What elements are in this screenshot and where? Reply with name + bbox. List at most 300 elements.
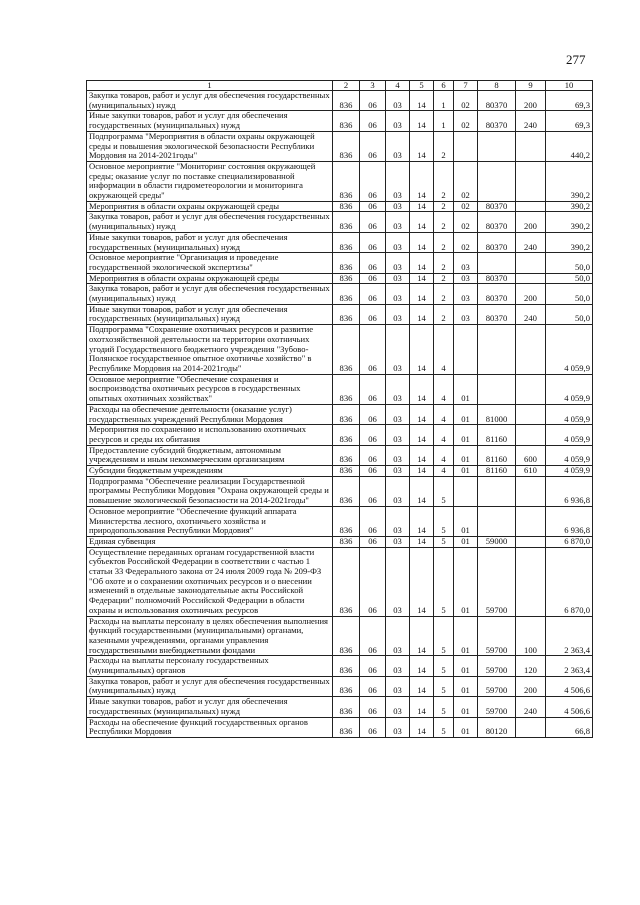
code-ministry: 836 [333, 304, 360, 324]
code-subprogram: 5 [434, 547, 454, 616]
table-row [87, 374, 593, 404]
code-expense-type [516, 161, 546, 201]
row-name: Подпрограмма "Сохранение охотничьих ресурсов и развитие охотхозяйственной деятельности на территории охотничьих угодий Государственного бюджетного учреждения "Зубово-Полянское государственное опытное охотничье хозяйство" в Республике Мордовия на 2014-2021годы" [87, 325, 333, 375]
code-expense-type [516, 547, 546, 616]
code-activity: 01 [454, 616, 478, 656]
code-subprogram: 2 [434, 273, 454, 284]
code-section: 06 [360, 284, 386, 304]
code-activity: 01 [454, 425, 478, 445]
code-expense-type: 240 [516, 304, 546, 324]
row-amount: 4 059,9 [546, 325, 593, 375]
row-name: Расходы на обеспечение функций государственных органов Республики Мордовия [87, 717, 333, 737]
code-ministry: 836 [333, 374, 360, 404]
row-amount: 4 059,9 [546, 466, 593, 477]
table-row [87, 445, 593, 465]
code-expense-type [516, 536, 546, 547]
code-subprogram: 4 [434, 425, 454, 445]
row-amount: 50,0 [546, 304, 593, 324]
code-section: 06 [360, 273, 386, 284]
code-expense-type: 610 [516, 466, 546, 477]
code-ministry: 836 [333, 445, 360, 465]
row-name: Осуществление переданных органам государственной власти субъектов Российской Федерации в соответствии с частью 1 статьи 33 Федерального закона от 24 июля 2009 года № 209-ФЗ "Об охоте и о сохранении охотничьих ресурсов и о внесении изменений в отдельные законодательные акты Российской Федерации" полномочий Российской Федерации в области охраны и использования охотничьих ресурсов [87, 547, 333, 616]
table-row [87, 404, 593, 424]
code-section: 06 [360, 374, 386, 404]
code-subsection: 03 [386, 374, 410, 404]
code-section: 06 [360, 717, 386, 737]
code-expense-type [516, 404, 546, 424]
code-direction: 59700 [478, 616, 516, 656]
code-expense-type: 600 [516, 445, 546, 465]
code-program: 14 [410, 404, 434, 424]
code-expense-type [516, 506, 546, 536]
code-direction: 80370 [478, 284, 516, 304]
table-row [87, 273, 593, 284]
code-expense-type [516, 201, 546, 212]
row-name: Основное мероприятие "Мониторинг состояния окружающей среды; оказание услуг по поставке специализированной информации в области гидрометеорологии и мониторинга окружающей среды" [87, 161, 333, 201]
row-name: Иные закупки товаров, работ и услуг для обеспечения государственных (муниципальных) нужд [87, 111, 333, 131]
row-amount: 390,2 [546, 201, 593, 212]
code-subprogram: 4 [434, 404, 454, 424]
code-section: 06 [360, 404, 386, 424]
code-activity: 02 [454, 232, 478, 252]
code-expense-type [516, 476, 546, 506]
table-row [87, 91, 593, 111]
column-header: 5 [410, 81, 434, 91]
table-row [87, 697, 593, 717]
code-direction [478, 253, 516, 273]
code-activity: 02 [454, 91, 478, 111]
code-activity: 03 [454, 253, 478, 273]
code-expense-type: 200 [516, 676, 546, 696]
table-row [87, 717, 593, 737]
code-program: 14 [410, 476, 434, 506]
code-section: 06 [360, 232, 386, 252]
code-section: 06 [360, 161, 386, 201]
code-subprogram: 5 [434, 697, 454, 717]
column-header: 7 [454, 81, 478, 91]
code-subprogram: 5 [434, 506, 454, 536]
code-section: 06 [360, 253, 386, 273]
code-subsection: 03 [386, 304, 410, 324]
code-activity: 03 [454, 284, 478, 304]
code-subprogram: 5 [434, 656, 454, 676]
code-subprogram: 5 [434, 536, 454, 547]
row-amount: 390,2 [546, 232, 593, 252]
code-activity: 01 [454, 404, 478, 424]
code-expense-type: 240 [516, 111, 546, 131]
code-program: 14 [410, 697, 434, 717]
code-program: 14 [410, 253, 434, 273]
code-expense-type [516, 425, 546, 445]
table-row [87, 201, 593, 212]
row-name: Основное мероприятие "Обеспечение функций аппарата Министерства лесного, охотничьего хозяйства и природопользования Республики Мордовия" [87, 506, 333, 536]
code-expense-type: 240 [516, 697, 546, 717]
code-subsection: 03 [386, 161, 410, 201]
table-header-row [87, 81, 593, 91]
column-header: 6 [434, 81, 454, 91]
code-direction [478, 161, 516, 201]
code-ministry: 836 [333, 273, 360, 284]
code-program: 14 [410, 273, 434, 284]
row-amount: 2 363,4 [546, 616, 593, 656]
code-section: 06 [360, 466, 386, 477]
code-subsection: 03 [386, 536, 410, 547]
code-subsection: 03 [386, 404, 410, 424]
row-amount: 6 870,0 [546, 536, 593, 547]
code-expense-type: 200 [516, 212, 546, 232]
code-direction: 59700 [478, 547, 516, 616]
code-subsection: 03 [386, 425, 410, 445]
code-subprogram: 1 [434, 111, 454, 131]
code-activity: 01 [454, 466, 478, 477]
code-program: 14 [410, 232, 434, 252]
code-direction: 80370 [478, 212, 516, 232]
code-section: 06 [360, 547, 386, 616]
table-row [87, 547, 593, 616]
code-direction: 81160 [478, 425, 516, 445]
code-subsection: 03 [386, 506, 410, 536]
code-subprogram: 2 [434, 212, 454, 232]
row-amount: 390,2 [546, 212, 593, 232]
code-ministry: 836 [333, 547, 360, 616]
table-row [87, 284, 593, 304]
row-name: Субсидии бюджетным учреждениям [87, 466, 333, 477]
row-amount: 50,0 [546, 273, 593, 284]
code-activity: 01 [454, 547, 478, 616]
code-ministry: 836 [333, 284, 360, 304]
code-section: 06 [360, 131, 386, 161]
code-direction: 80370 [478, 91, 516, 111]
code-direction [478, 476, 516, 506]
code-ministry: 836 [333, 536, 360, 547]
code-program: 14 [410, 325, 434, 375]
row-amount: 4 059,9 [546, 425, 593, 445]
row-name: Мероприятия по сохранению и использованию охотничьих ресурсов и среды их обитания [87, 425, 333, 445]
code-ministry: 836 [333, 697, 360, 717]
code-activity [454, 131, 478, 161]
code-subsection: 03 [386, 676, 410, 696]
row-amount: 69,3 [546, 111, 593, 131]
budget-table [86, 80, 593, 738]
row-name: Основное мероприятие "Обеспечение сохранения и воспроизводства охотничьих ресурсов в государственных опытных охотничьих хозяйствах" [87, 374, 333, 404]
code-expense-type: 240 [516, 232, 546, 252]
code-program: 14 [410, 717, 434, 737]
code-activity: 02 [454, 161, 478, 201]
code-subprogram: 2 [434, 232, 454, 252]
row-name: Основное мероприятие "Организация и проведение государственной экологической экспертизы" [87, 253, 333, 273]
code-ministry: 836 [333, 717, 360, 737]
code-subprogram: 5 [434, 476, 454, 506]
table-row [87, 536, 593, 547]
column-header: 8 [478, 81, 516, 91]
row-name: Расходы на обеспечение деятельности (оказание услуг) государственных учреждений Республики Мордовия [87, 404, 333, 424]
column-header: 2 [333, 81, 360, 91]
row-name: Мероприятия в области охраны окружающей среды [87, 201, 333, 212]
row-amount: 4 059,9 [546, 374, 593, 404]
code-section: 06 [360, 697, 386, 717]
table-row [87, 616, 593, 656]
row-amount: 50,0 [546, 284, 593, 304]
code-subprogram: 5 [434, 616, 454, 656]
code-ministry: 836 [333, 466, 360, 477]
code-program: 14 [410, 201, 434, 212]
code-ministry: 836 [333, 253, 360, 273]
code-program: 14 [410, 616, 434, 656]
code-activity: 01 [454, 676, 478, 696]
code-activity: 03 [454, 273, 478, 284]
column-header: 9 [516, 81, 546, 91]
row-amount: 69,3 [546, 91, 593, 111]
row-name: Закупка товаров, работ и услуг для обеспечения государственных (муниципальных) нужд [87, 676, 333, 696]
code-subsection: 03 [386, 232, 410, 252]
code-ministry: 836 [333, 131, 360, 161]
code-program: 14 [410, 131, 434, 161]
row-amount: 4 506,6 [546, 697, 593, 717]
code-direction: 80370 [478, 111, 516, 131]
page-number: 277 [566, 52, 586, 67]
code-program: 14 [410, 547, 434, 616]
code-direction [478, 131, 516, 161]
row-name: Единая субвенция [87, 536, 333, 547]
row-name: Закупка товаров, работ и услуг для обеспечения государственных (муниципальных) нужд [87, 284, 333, 304]
code-direction: 80370 [478, 232, 516, 252]
code-expense-type [516, 253, 546, 273]
code-program: 14 [410, 676, 434, 696]
code-subprogram: 4 [434, 445, 454, 465]
code-direction: 80370 [478, 273, 516, 284]
code-ministry: 836 [333, 91, 360, 111]
code-activity: 01 [454, 536, 478, 547]
row-name: Мероприятия в области охраны окружающей среды [87, 273, 333, 284]
code-expense-type: 120 [516, 656, 546, 676]
row-amount: 50,0 [546, 253, 593, 273]
code-program: 14 [410, 374, 434, 404]
code-section: 06 [360, 425, 386, 445]
row-amount: 6 870,0 [546, 547, 593, 616]
table-row [87, 212, 593, 232]
code-subsection: 03 [386, 253, 410, 273]
code-subprogram: 2 [434, 131, 454, 161]
code-activity: 01 [454, 374, 478, 404]
row-amount: 2 363,4 [546, 656, 593, 676]
table-row [87, 325, 593, 375]
code-activity: 01 [454, 445, 478, 465]
code-section: 06 [360, 91, 386, 111]
code-ministry: 836 [333, 676, 360, 696]
code-section: 06 [360, 111, 386, 131]
row-name: Подпрограмма "Мероприятия в области охраны окружающей среды и повышения экологической безопасности Республики Мордовия на 2014-2021годы" [87, 131, 333, 161]
code-program: 14 [410, 425, 434, 445]
code-subsection: 03 [386, 697, 410, 717]
code-subprogram: 2 [434, 284, 454, 304]
code-section: 06 [360, 656, 386, 676]
code-section: 06 [360, 476, 386, 506]
code-activity [454, 476, 478, 506]
row-amount: 66,8 [546, 717, 593, 737]
code-subprogram: 2 [434, 253, 454, 273]
code-program: 14 [410, 506, 434, 536]
row-amount: 390,2 [546, 161, 593, 201]
code-section: 06 [360, 325, 386, 375]
code-program: 14 [410, 111, 434, 131]
code-expense-type: 200 [516, 91, 546, 111]
code-section: 06 [360, 212, 386, 232]
code-direction: 59000 [478, 536, 516, 547]
code-ministry: 836 [333, 425, 360, 445]
code-ministry: 836 [333, 212, 360, 232]
code-section: 06 [360, 506, 386, 536]
code-direction [478, 374, 516, 404]
table-row [87, 466, 593, 477]
row-name: Подпрограмма "Обеспечение реализации Государственной программы Республики Мордовия "Охрана окружающей среды и повышение экологической безопасности на 2014-2021годы" [87, 476, 333, 506]
code-program: 14 [410, 445, 434, 465]
code-subsection: 03 [386, 616, 410, 656]
table-row [87, 676, 593, 696]
code-ministry: 836 [333, 325, 360, 375]
code-ministry: 836 [333, 656, 360, 676]
code-subsection: 03 [386, 273, 410, 284]
code-ministry: 836 [333, 404, 360, 424]
code-ministry: 836 [333, 161, 360, 201]
code-expense-type: 100 [516, 616, 546, 656]
code-activity: 01 [454, 656, 478, 676]
row-name: Расходы на выплаты персоналу государственных (муниципальных) органов [87, 656, 333, 676]
column-header: 3 [360, 81, 386, 91]
code-subprogram: 4 [434, 466, 454, 477]
code-direction: 80370 [478, 201, 516, 212]
table-row [87, 161, 593, 201]
code-activity: 01 [454, 506, 478, 536]
code-program: 14 [410, 304, 434, 324]
code-subprogram: 1 [434, 91, 454, 111]
row-amount: 4 059,9 [546, 404, 593, 424]
code-expense-type [516, 273, 546, 284]
table-row [87, 232, 593, 252]
code-activity: 02 [454, 201, 478, 212]
row-amount: 4 506,6 [546, 676, 593, 696]
row-name: Предоставление субсидий бюджетным, автономным учреждениям и иным некоммерческим организациям [87, 445, 333, 465]
row-amount: 4 059,9 [546, 445, 593, 465]
code-subprogram: 4 [434, 325, 454, 375]
code-activity: 03 [454, 304, 478, 324]
code-subprogram: 5 [434, 717, 454, 737]
row-amount: 6 936,8 [546, 476, 593, 506]
table-row [87, 304, 593, 324]
code-subsection: 03 [386, 445, 410, 465]
code-subsection: 03 [386, 284, 410, 304]
code-activity: 02 [454, 111, 478, 131]
code-subsection: 03 [386, 717, 410, 737]
table-row [87, 656, 593, 676]
code-section: 06 [360, 201, 386, 212]
code-subsection: 03 [386, 547, 410, 616]
code-section: 06 [360, 536, 386, 547]
code-program: 14 [410, 656, 434, 676]
code-subsection: 03 [386, 325, 410, 375]
code-expense-type [516, 374, 546, 404]
code-ministry: 836 [333, 111, 360, 131]
code-ministry: 836 [333, 232, 360, 252]
code-activity: 01 [454, 697, 478, 717]
code-subprogram: 2 [434, 201, 454, 212]
code-program: 14 [410, 212, 434, 232]
code-direction: 59700 [478, 656, 516, 676]
code-subprogram: 2 [434, 304, 454, 324]
code-expense-type [516, 325, 546, 375]
code-direction: 81160 [478, 466, 516, 477]
code-direction: 81000 [478, 404, 516, 424]
row-name: Закупка товаров, работ и услуг для обеспечения государственных (муниципальных) нужд [87, 212, 333, 232]
column-header: 10 [546, 81, 593, 91]
code-program: 14 [410, 284, 434, 304]
code-program: 14 [410, 466, 434, 477]
code-subsection: 03 [386, 201, 410, 212]
column-header: 1 [87, 81, 333, 91]
code-subsection: 03 [386, 212, 410, 232]
code-subprogram: 5 [434, 676, 454, 696]
code-activity: 02 [454, 212, 478, 232]
code-activity: 01 [454, 717, 478, 737]
code-direction: 81160 [478, 445, 516, 465]
code-ministry: 836 [333, 476, 360, 506]
code-ministry: 836 [333, 506, 360, 536]
table-row [87, 131, 593, 161]
code-ministry: 836 [333, 201, 360, 212]
row-amount: 440,2 [546, 131, 593, 161]
code-subsection: 03 [386, 111, 410, 131]
code-subsection: 03 [386, 656, 410, 676]
row-name: Иные закупки товаров, работ и услуг для обеспечения государственных (муниципальных) нужд [87, 232, 333, 252]
code-subsection: 03 [386, 131, 410, 161]
code-expense-type [516, 717, 546, 737]
code-direction [478, 325, 516, 375]
row-name: Иные закупки товаров, работ и услуг для обеспечения государственных (муниципальных) нужд [87, 697, 333, 717]
code-program: 14 [410, 161, 434, 201]
row-name: Закупка товаров, работ и услуг для обеспечения государственных (муниципальных) нужд [87, 91, 333, 111]
table-row [87, 425, 593, 445]
row-name: Расходы на выплаты персоналу в целях обеспечения выполнения функций государственными (муниципальными) органами, казенными учреждениями, органами управления государственными внебюджетными фондами [87, 616, 333, 656]
code-program: 14 [410, 91, 434, 111]
code-program: 14 [410, 536, 434, 547]
code-direction: 59700 [478, 676, 516, 696]
table-row [87, 111, 593, 131]
code-subsection: 03 [386, 466, 410, 477]
table-row [87, 476, 593, 506]
table-row [87, 506, 593, 536]
table-row [87, 253, 593, 273]
column-header: 4 [386, 81, 410, 91]
code-ministry: 836 [333, 616, 360, 656]
code-direction [478, 506, 516, 536]
code-expense-type: 200 [516, 284, 546, 304]
code-direction: 80370 [478, 304, 516, 324]
code-direction: 80120 [478, 717, 516, 737]
code-subsection: 03 [386, 91, 410, 111]
code-subsection: 03 [386, 476, 410, 506]
row-name: Иные закупки товаров, работ и услуг для обеспечения государственных (муниципальных) нужд [87, 304, 333, 324]
code-section: 06 [360, 676, 386, 696]
row-amount: 6 936,8 [546, 506, 593, 536]
budget-table-body [87, 91, 593, 738]
code-section: 06 [360, 304, 386, 324]
code-direction: 59700 [478, 697, 516, 717]
code-expense-type [516, 131, 546, 161]
code-subprogram: 2 [434, 161, 454, 201]
code-section: 06 [360, 616, 386, 656]
code-subprogram: 4 [434, 374, 454, 404]
code-activity [454, 325, 478, 375]
code-section: 06 [360, 445, 386, 465]
